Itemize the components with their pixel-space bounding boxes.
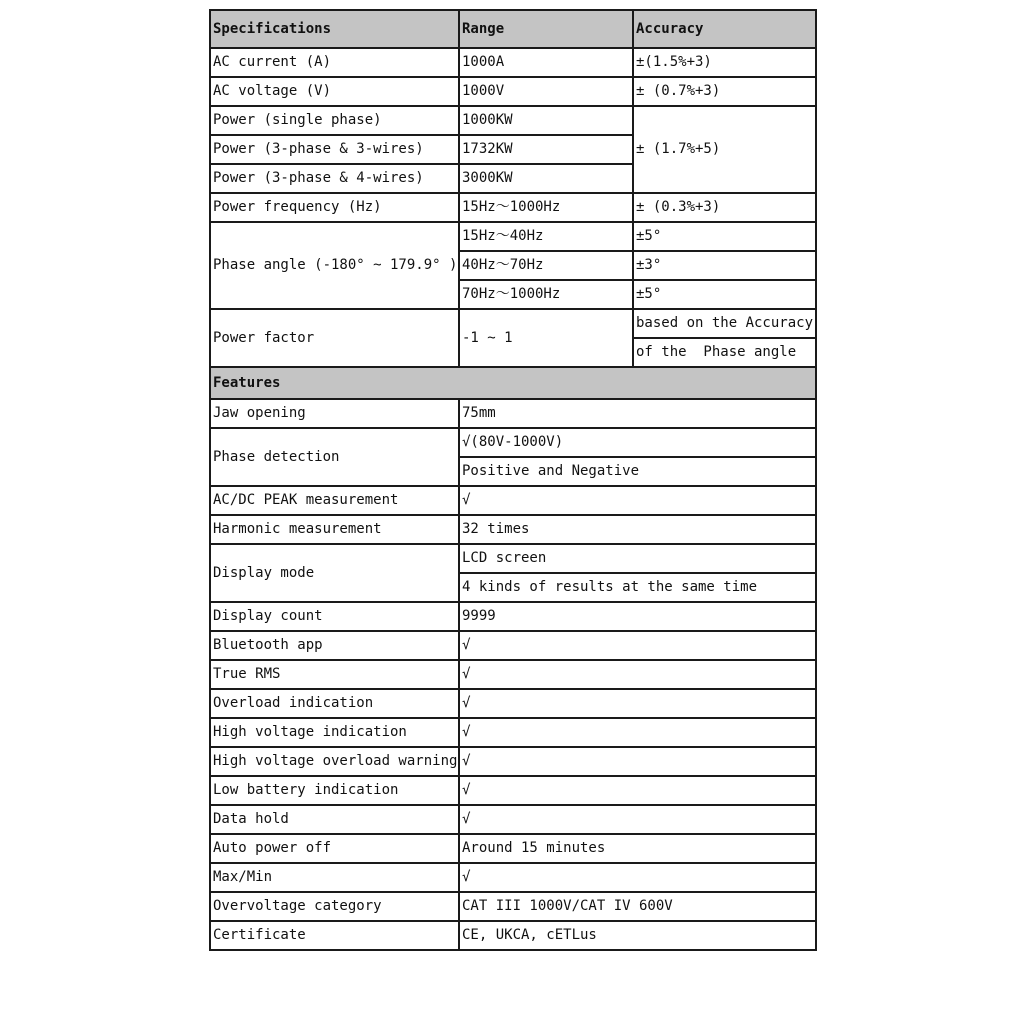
spec-range: -1 ~ 1 <box>459 309 633 367</box>
feature-value: 9999 <box>459 602 816 631</box>
feature-value: √ <box>459 776 816 805</box>
feature-value: Around 15 minutes <box>459 834 816 863</box>
spec-accuracy: ± (0.7%+3) <box>633 77 816 106</box>
spec-range: 1000V <box>459 77 633 106</box>
spec-accuracy: based on the Accuracy <box>633 309 816 338</box>
table-row <box>210 689 816 718</box>
spec-accuracy: ±(1.5%+3) <box>633 48 816 77</box>
feature-label: High voltage overload warning <box>210 747 459 776</box>
spec-label: Power (3-phase & 3-wires) <box>210 135 459 164</box>
spec-accuracy: ±3° <box>633 251 816 280</box>
table-row <box>210 193 816 222</box>
header-row <box>210 10 816 48</box>
feature-label: Data hold <box>210 805 459 834</box>
feature-label: Harmonic measurement <box>210 515 459 544</box>
table-row <box>210 660 816 689</box>
feature-value: LCD screen <box>459 544 816 573</box>
feature-label: Max/Min <box>210 863 459 892</box>
feature-label: Overload indication <box>210 689 459 718</box>
feature-label: Overvoltage category <box>210 892 459 921</box>
table-row <box>210 222 816 251</box>
table-row <box>210 602 816 631</box>
table-row <box>210 863 816 892</box>
feature-label: High voltage indication <box>210 718 459 747</box>
feature-label: Phase detection <box>210 428 459 486</box>
spec-label: Phase angle (-180° ~ 179.9° ) <box>210 222 459 309</box>
spec-accuracy: ±5° <box>633 222 816 251</box>
spec-accuracy: ± (0.3%+3) <box>633 193 816 222</box>
features-header: Features <box>210 367 816 399</box>
spec-range: 70Hz～1000Hz <box>459 280 633 309</box>
table-row <box>210 805 816 834</box>
spec-accuracy: of the Phase angle <box>633 338 816 367</box>
feature-label: Certificate <box>210 921 459 950</box>
feature-label: Jaw opening <box>210 399 459 428</box>
table-row <box>210 921 816 950</box>
spec-range: 3000KW <box>459 164 633 193</box>
features-header-row <box>210 367 816 399</box>
feature-label: Low battery indication <box>210 776 459 805</box>
spec-label: AC voltage (V) <box>210 77 459 106</box>
table-row <box>210 106 816 135</box>
feature-value: √ <box>459 631 816 660</box>
spec-range: 40Hz～70Hz <box>459 251 633 280</box>
table-row <box>210 486 816 515</box>
feature-label: True RMS <box>210 660 459 689</box>
table-row <box>210 77 816 106</box>
table-row <box>210 515 816 544</box>
feature-value: √ <box>459 660 816 689</box>
feature-value: 4 kinds of results at the same time <box>459 573 816 602</box>
spec-label: Power (single phase) <box>210 106 459 135</box>
table-row <box>210 892 816 921</box>
spec-label: Power frequency (Hz) <box>210 193 459 222</box>
feature-value: CAT III 1000V/CAT IV 600V <box>459 892 816 921</box>
spec-label: AC current (A) <box>210 48 459 77</box>
feature-value: Positive and Negative <box>459 457 816 486</box>
table-row <box>210 428 816 457</box>
header-accuracy: Accuracy <box>633 10 816 48</box>
spec-range: 15Hz～1000Hz <box>459 193 633 222</box>
feature-value: CE, UKCA, cETLus <box>459 921 816 950</box>
table-row <box>210 48 816 77</box>
spec-label: Power (3-phase & 4-wires) <box>210 164 459 193</box>
table-row <box>210 834 816 863</box>
feature-label: Bluetooth app <box>210 631 459 660</box>
table-row <box>210 399 816 428</box>
table-row <box>210 776 816 805</box>
feature-label: Auto power off <box>210 834 459 863</box>
spec-label: Power factor <box>210 309 459 367</box>
feature-value: √ <box>459 718 816 747</box>
table-row <box>210 309 816 338</box>
feature-value: 75mm <box>459 399 816 428</box>
feature-value: √ <box>459 486 816 515</box>
spec-range: 1000KW <box>459 106 633 135</box>
feature-value: √ <box>459 689 816 718</box>
feature-value: 32 times <box>459 515 816 544</box>
spec-range: 1000A <box>459 48 633 77</box>
feature-label: Display mode <box>210 544 459 602</box>
spec-accuracy: ±5° <box>633 280 816 309</box>
table-row <box>210 544 816 573</box>
spec-accuracy: ± (1.7%+5) <box>633 106 816 193</box>
feature-label: Display count <box>210 602 459 631</box>
spec-range: 15Hz～40Hz <box>459 222 633 251</box>
spec-range: 1732KW <box>459 135 633 164</box>
feature-value: √ <box>459 863 816 892</box>
feature-value: √ <box>459 805 816 834</box>
feature-label: AC/DC PEAK measurement <box>210 486 459 515</box>
table-row <box>210 631 816 660</box>
feature-value: √ <box>459 747 816 776</box>
feature-value: √(80V-1000V) <box>459 428 816 457</box>
header-specifications: Specifications <box>210 10 459 48</box>
specification-table <box>209 9 817 951</box>
table-row <box>210 747 816 776</box>
header-range: Range <box>459 10 633 48</box>
table-row <box>210 718 816 747</box>
